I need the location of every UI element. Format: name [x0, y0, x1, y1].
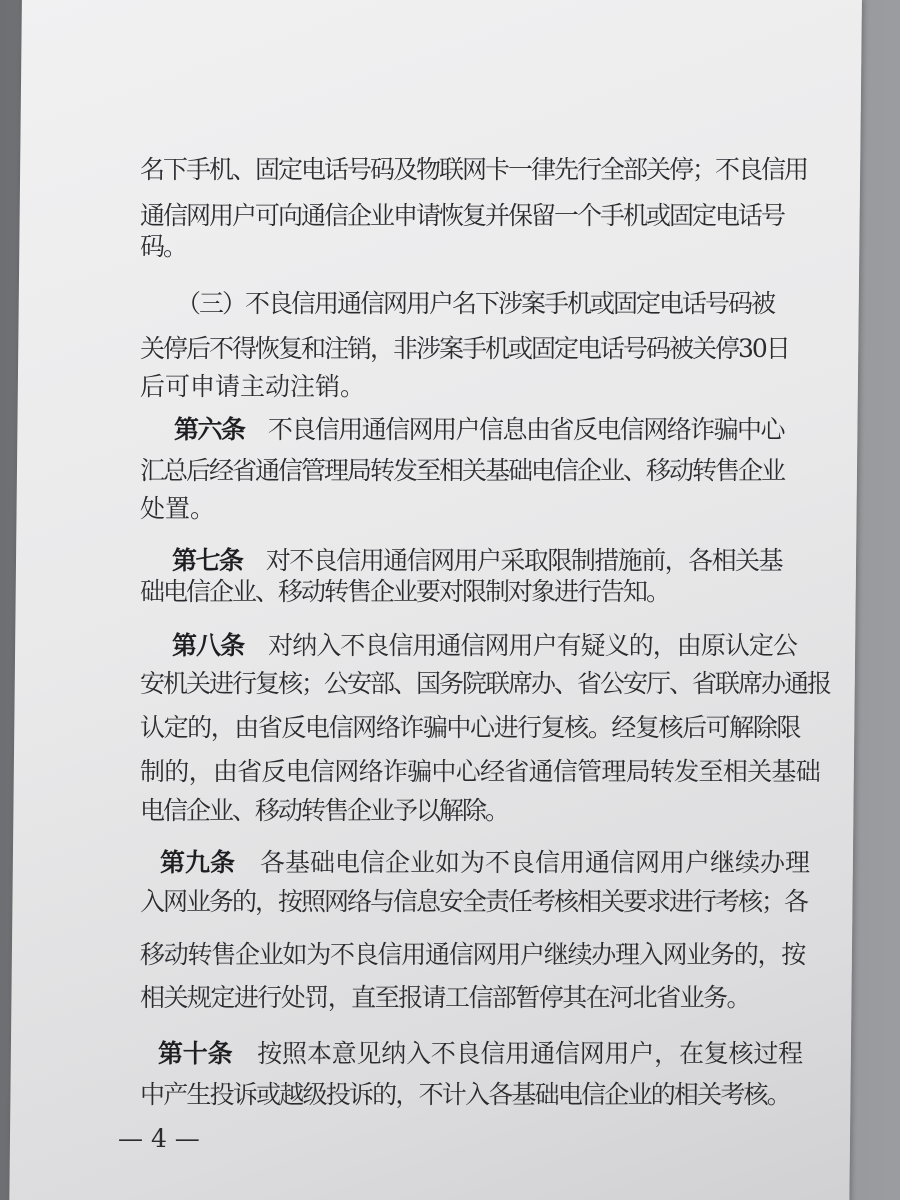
- line-text: 中产生投诉或越级投诉的，不计入各基础电信企业的相关考核。: [140, 1080, 790, 1109]
- line-text: 移动转售企业如为不良信用通信网用户继续办理入网业务的，按: [140, 940, 805, 969]
- article-heading: 第六条: [174, 415, 245, 444]
- text-line: [174, 410, 784, 450]
- text-line: [140, 329, 789, 369]
- line-text: 处置。: [140, 494, 215, 523]
- line-text: 不良信用通信网用户信息由省反电信网络诈骗中心: [244, 415, 784, 444]
- text-line: [140, 367, 365, 407]
- line-text: 名下手机、固定电话号码及物联网卡一律先行全部关停；不良信用: [140, 155, 808, 184]
- text-line: [160, 843, 810, 883]
- line-text: 后可申请主动注销。: [140, 372, 365, 401]
- line-text: 电信企业、移动转售企业予以解除。: [140, 796, 509, 825]
- text-line: [172, 626, 797, 666]
- line-text: 通信网用户可向通信企业申请恢复并保留一个手机或固定电话号: [140, 201, 785, 230]
- text-line: [176, 284, 774, 324]
- article-heading: 第九条: [160, 848, 235, 877]
- page-number: — 4 —: [118, 1124, 200, 1153]
- text-line: [140, 150, 807, 190]
- article-heading: 第八条: [172, 631, 245, 660]
- text-line: [140, 572, 669, 612]
- text-line: [140, 1075, 790, 1115]
- line-text: （三）不良信用通信网用户名下涉案手机或固定电话号码被: [176, 289, 775, 318]
- text-line: [140, 752, 820, 792]
- text-line: [140, 791, 508, 831]
- text-line: [140, 451, 784, 491]
- text-line: [140, 978, 750, 1018]
- line-text: 码。: [140, 232, 187, 261]
- line-text: 相关规定进行处罚，直至报请工信部暂停其在河北省业务。: [140, 983, 750, 1012]
- text-line: [140, 196, 784, 236]
- text-line: [140, 489, 215, 529]
- line-text: 对纳入不良信用通信网用户有疑义的，由原认定公: [244, 631, 797, 660]
- line-text: 汇总后经省通信管理局转发至相关基础电信企业、移动转售企业: [140, 456, 785, 485]
- article-heading: 第七条: [172, 546, 243, 575]
- article-heading: 第十条: [158, 1039, 233, 1068]
- line-text: 按照本意见纳入不良信用通信网用户，在复核过程: [232, 1039, 803, 1068]
- line-text: 入网业务的，按照网络与信息安全责任考核相关要求进行考核；各: [140, 887, 808, 916]
- text-line: [140, 935, 805, 975]
- line-text: 各基础电信企业如为不良信用通信网用户继续办理: [235, 848, 810, 877]
- text-line: [140, 882, 807, 922]
- text-line: [158, 1034, 803, 1074]
- text-line: [140, 664, 830, 704]
- line-text: 关停后不得恢复和注销，非涉案手机或固定电话号码被关停30日: [140, 334, 789, 363]
- line-text: 安机关进行复核；公安部、国务院联席办、省公安厅、省联席办通报: [140, 669, 831, 698]
- line-text: 制的，由省反电信网络诈骗中心经省通信管理局转发至相关基础: [140, 757, 820, 786]
- line-text: 认定的，由省反电信网络诈骗中心进行复核。经复核后可解除限: [140, 713, 800, 742]
- line-text: 础电信企业、移动转售企业要对限制对象进行告知。: [140, 577, 670, 606]
- line-text: 对不良信用通信网用户采取限制措施前，各相关基: [242, 546, 782, 575]
- text-line: [140, 227, 186, 267]
- text-line: [140, 708, 800, 748]
